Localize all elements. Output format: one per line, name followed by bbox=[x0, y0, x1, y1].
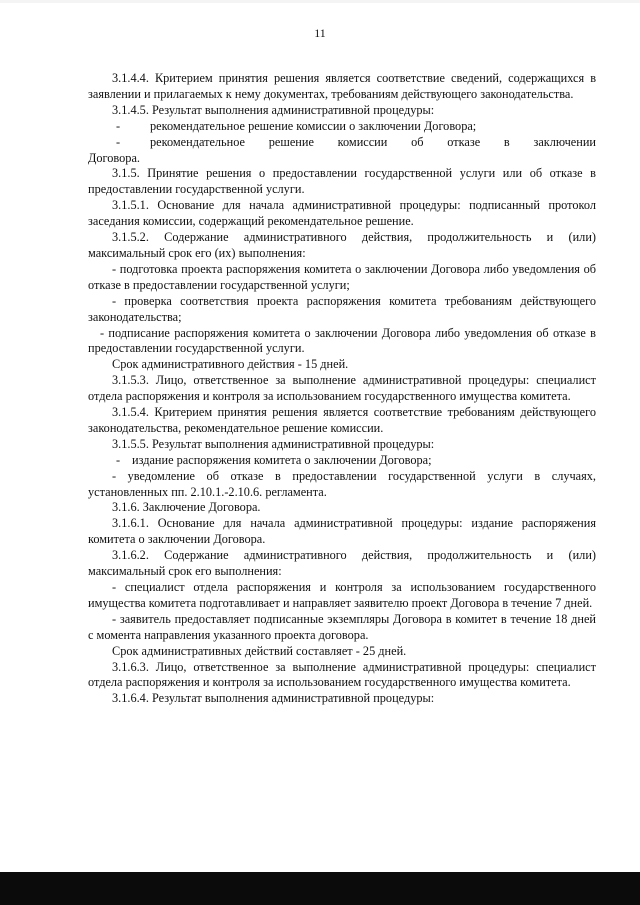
list-item: - рекомендательное решение комиссии об отказе в заключении bbox=[116, 134, 596, 149]
paragraph-3-1-5-3: 3.1.5.3. Лицо, ответственное за выполнение административной процедуры: специалист отдела распоряжения и контроля за использованием государственного имущества комитета. bbox=[88, 373, 596, 404]
scan-bottom-border bbox=[0, 872, 640, 905]
paragraph-3-1-6-4: 3.1.6.4. Результат выполнения административной процедуры: bbox=[112, 691, 435, 706]
paragraph-3-1-6-3: 3.1.6.3. Лицо, ответственное за выполнение административной процедуры: специалист отдела распоряжения и контроля за использованием государственного имущества комитета. bbox=[88, 659, 596, 690]
paragraph-3-1-4-5: 3.1.4.5. Результат выполнения административной процедуры: bbox=[112, 102, 435, 117]
paragraph-3-1-5-2: 3.1.5.2. Содержание административного действия, продолжительность и (или) максимальный срок его (их) выполнения: bbox=[88, 230, 596, 260]
list-item: - уведомление об отказе в предоставлении государственной услуги в случаях, установленных пп. 2.10.1.-2.10.6. регламента. bbox=[88, 468, 596, 499]
paragraph-3-1-6-2: 3.1.6.2. Содержание административного действия, продолжительность и (или) максимальный срок его выполнения: bbox=[88, 548, 596, 579]
document-body bbox=[88, 71, 596, 707]
list-item: - специалист отдела распоряжения и контроля за использованием государственного имущества комитета подготавливает и направляет заявителю проект Договора в течение 7 дней. bbox=[88, 580, 596, 610]
list-item-continuation: Договора. bbox=[88, 150, 140, 165]
list-item: - издание распоряжения комитета о заключении Договора; bbox=[116, 452, 432, 467]
paragraph-3-1-6-1: 3.1.6.1. Основание для начала административной процедуры: издание распоряжения комитета о заключении Договора. bbox=[88, 516, 596, 547]
list-item: - рекомендательное решение комиссии о заключении Договора; bbox=[116, 118, 477, 133]
paragraph-3-1-5: 3.1.5. Принятие решения о предоставлении государственной услуги или об отказе в предоставлении государственной услуги. bbox=[88, 166, 596, 197]
paragraph-term: Срок административного действия - 15 дней. bbox=[112, 357, 349, 372]
paragraph-3-1-5-4: 3.1.5.4. Критерием принятия решения является соответствие требованиям действующего законодательства, рекомендательное решение комиссии. bbox=[88, 405, 596, 435]
page-number: 11 bbox=[314, 26, 326, 40]
paragraph-3-1-5-5: 3.1.5.5. Результат выполнения административной процедуры: bbox=[112, 436, 435, 451]
list-item: - проверка соответствия проекта распоряжения комитета требованиям действующего законодательства; bbox=[88, 293, 596, 324]
paragraph-term: Срок административных действий составляет - 25 дней. bbox=[112, 643, 407, 658]
paragraph-3-1-4-4: 3.1.4.4. Критерием принятия решения является соответствие сведений, содержащихся в заявлении и прилагаемых к нему документах, требованиям действующего законодательства. bbox=[88, 71, 596, 101]
scan-edge bbox=[0, 0, 640, 3]
list-item: - подписание распоряжения комитета о заключении Договора либо уведомления об отказе в предоставлении государственной услуги. bbox=[88, 325, 596, 356]
paragraph-3-1-6: 3.1.6. Заключение Договора. bbox=[112, 500, 261, 515]
list-item: - заявитель предоставляет подписанные экземпляры Договора в комитет в течение 18 дней с момента направления указанного проекта договора. bbox=[88, 611, 596, 642]
paragraph-3-1-5-1: 3.1.5.1. Основание для начала административной процедуры: подписанный протокол заседания комиссии, содержащий рекомендательное решение. bbox=[88, 198, 596, 229]
list-item: - подготовка проекта распоряжения комитета о заключении Договора либо уведомления об отказе в предоставлении государственной услуги; bbox=[88, 261, 596, 292]
